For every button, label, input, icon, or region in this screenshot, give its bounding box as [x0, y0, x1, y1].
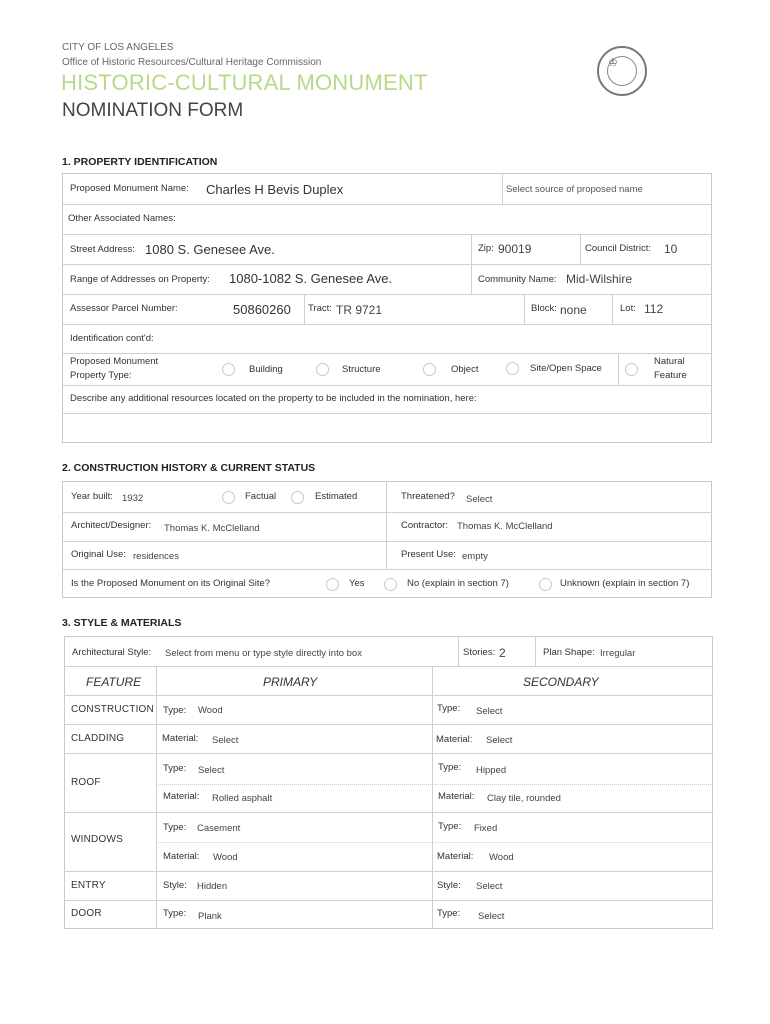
type-structure-radio[interactable]	[316, 363, 329, 376]
roof-secondary-type-field[interactable]: Hipped	[476, 765, 507, 776]
section-2-heading: 2. CONSTRUCTION HISTORY & CURRENT STATUS	[62, 462, 316, 474]
range-label: Range of Addresses on Property:	[70, 274, 210, 285]
original-site-yes-radio[interactable]	[326, 578, 339, 591]
stories-field[interactable]: 2	[499, 646, 506, 660]
entry-secondary-field[interactable]: Select	[476, 881, 503, 892]
type-object-label: Object	[451, 364, 479, 375]
original-site-no-label: No (explain in section 7)	[407, 578, 509, 589]
contractor-field[interactable]: Thomas K. McClelland	[457, 521, 553, 532]
architect-label: Architect/Designer:	[71, 520, 152, 531]
type-site-radio[interactable]	[506, 362, 519, 375]
describe-resources-label: Describe any additional resources located on the property to be included in the nomination, here:	[70, 393, 477, 404]
windows-secondary-material-field[interactable]: Wood	[489, 852, 514, 863]
roof-secondary-material-field[interactable]: Clay tile, rounded	[487, 793, 561, 804]
zip-label: Zip:	[478, 243, 494, 254]
feature-door: DOOR	[71, 908, 102, 919]
type-natural-label-line1: Natural	[654, 356, 685, 367]
architect-field[interactable]: Thomas K. McClelland	[164, 523, 260, 534]
type-object-radio[interactable]	[423, 363, 436, 376]
identification-contd-label: Identification cont'd:	[70, 333, 154, 344]
roof-primary-type-field[interactable]: Select	[198, 765, 225, 776]
plan-shape-field[interactable]: Irregular	[600, 648, 636, 659]
style-materials-box	[64, 636, 713, 929]
cladding-primary-label: Material:	[162, 733, 199, 744]
property-type-label-line1: Proposed Monument	[70, 356, 159, 367]
roof-secondary-material-label: Material:	[438, 791, 475, 802]
type-building-radio[interactable]	[222, 363, 235, 376]
windows-primary-material-field[interactable]: Wood	[213, 852, 238, 863]
feature-construction: CONSTRUCTION	[71, 704, 154, 715]
door-primary-label: Type:	[163, 908, 187, 919]
windows-primary-material-label: Material:	[163, 851, 200, 862]
council-district-field[interactable]: 10	[664, 242, 678, 256]
original-site-yes-label: Yes	[349, 578, 365, 589]
roof-primary-material-field[interactable]: Rolled asphalt	[212, 793, 273, 804]
contractor-label: Contractor:	[401, 520, 448, 531]
cladding-secondary-label: Material:	[436, 734, 473, 745]
other-names-label: Other Associated Names:	[68, 213, 176, 224]
threatened-label: Threatened?	[401, 491, 455, 502]
roof-secondary-type-label: Type:	[438, 762, 462, 773]
original-use-label: Original Use:	[71, 549, 126, 560]
construction-secondary-field[interactable]: Select	[476, 706, 503, 717]
roof-primary-type-label: Type:	[163, 763, 187, 774]
feature-roof: ROOF	[71, 777, 101, 788]
street-label: Street Address:	[70, 244, 135, 255]
feature-entry: ENTRY	[71, 880, 106, 891]
section-3-heading: 3. STYLE & MATERIALS	[62, 617, 182, 629]
apn-field[interactable]: 50860260	[233, 302, 291, 317]
windows-secondary-type-label: Type:	[438, 821, 462, 832]
zip-field[interactable]: 90019	[498, 242, 532, 256]
council-district-label: Council District:	[585, 243, 651, 254]
threatened-select[interactable]: Select	[466, 494, 493, 505]
name-source-select[interactable]: Select source of proposed name	[506, 184, 643, 195]
cladding-primary-field[interactable]: Select	[212, 735, 239, 746]
property-type-label-line2: Property Type:	[70, 370, 132, 381]
construction-secondary-label: Type:	[437, 703, 461, 714]
type-site-label: Site/Open Space	[530, 363, 602, 374]
tract-field[interactable]: TR 9721	[336, 303, 383, 317]
door-secondary-label: Type:	[437, 908, 461, 919]
windows-primary-type-field[interactable]: Casement	[197, 823, 241, 834]
present-use-label: Present Use:	[401, 549, 456, 560]
type-natural-radio[interactable]	[625, 363, 638, 376]
cladding-secondary-field[interactable]: Select	[486, 735, 513, 746]
lot-field[interactable]: 112	[644, 302, 664, 316]
proposed-name-label: Proposed Monument Name:	[70, 183, 189, 194]
form-subtitle: NOMINATION FORM	[62, 100, 244, 121]
door-primary-field[interactable]: Plank	[198, 911, 222, 922]
describe-resources-field[interactable]	[63, 414, 711, 442]
original-site-label: Is the Proposed Monument on its Original Site?	[71, 578, 271, 589]
community-label: Community Name:	[478, 274, 557, 285]
apn-label: Assessor Parcel Number:	[70, 303, 178, 314]
entry-primary-field[interactable]: Hidden	[197, 881, 228, 892]
type-building-label: Building	[249, 364, 283, 375]
proposed-name-field[interactable]: Charles H Bevis Duplex	[206, 182, 344, 197]
present-use-field[interactable]: empty	[462, 551, 488, 562]
col-feature-heading: FEATURE	[86, 675, 142, 689]
type-structure-label: Structure	[342, 364, 381, 375]
factual-label: Factual	[245, 491, 277, 502]
arch-style-field[interactable]: Select from menu or type style directly into box	[165, 648, 362, 659]
col-secondary-heading: SECONDARY	[523, 675, 599, 689]
original-site-unknown-label: Unknown (explain in section 7)	[560, 578, 690, 589]
plan-shape-label: Plan Shape:	[543, 647, 595, 658]
tract-label: Tract:	[308, 303, 332, 314]
construction-primary-label: Type:	[163, 705, 187, 716]
year-built-field[interactable]: 1932	[122, 493, 144, 504]
feature-windows: WINDOWS	[71, 834, 123, 845]
type-natural-label-line2: Feature	[654, 370, 687, 381]
factual-radio[interactable]	[222, 491, 235, 504]
lot-label: Lot:	[620, 303, 636, 314]
stories-label: Stories:	[463, 647, 496, 658]
arch-style-label: Architectural Style:	[72, 647, 152, 658]
year-built-label: Year built:	[71, 491, 113, 502]
agency-name: CITY OF LOS ANGELES	[62, 42, 174, 53]
block-field[interactable]: none	[560, 303, 587, 317]
original-site-no-radio[interactable]	[384, 578, 397, 591]
community-field[interactable]: Mid-Wilshire	[566, 272, 632, 286]
col-primary-heading: PRIMARY	[263, 675, 318, 689]
windows-secondary-type-field[interactable]: Fixed	[474, 823, 498, 834]
section-1-heading: 1. PROPERTY IDENTIFICATION	[62, 156, 218, 168]
roof-primary-material-label: Material:	[163, 791, 200, 802]
range-field[interactable]: 1080-1082 S. Genesee Ave.	[229, 271, 393, 286]
original-use-field[interactable]: residences	[133, 551, 179, 562]
windows-primary-type-label: Type:	[163, 822, 187, 833]
feature-cladding: CLADDING	[71, 733, 125, 744]
door-secondary-field[interactable]: Select	[478, 911, 505, 922]
entry-primary-label: Style:	[163, 880, 187, 891]
estimated-radio[interactable]	[291, 491, 304, 504]
estimated-label: Estimated	[315, 491, 358, 502]
city-seal-icon: ♔	[597, 46, 647, 96]
form-title: HISTORIC-CULTURAL MONUMENT	[61, 70, 428, 95]
windows-secondary-material-label: Material:	[437, 851, 474, 862]
construction-primary-field[interactable]: Wood	[198, 705, 223, 716]
street-field[interactable]: 1080 S. Genesee Ave.	[145, 242, 275, 257]
block-label: Block:	[531, 303, 557, 314]
original-site-unknown-radio[interactable]	[539, 578, 552, 591]
entry-secondary-label: Style:	[437, 880, 461, 891]
office-name: Office of Historic Resources/Cultural Heritage Commission	[62, 57, 322, 68]
